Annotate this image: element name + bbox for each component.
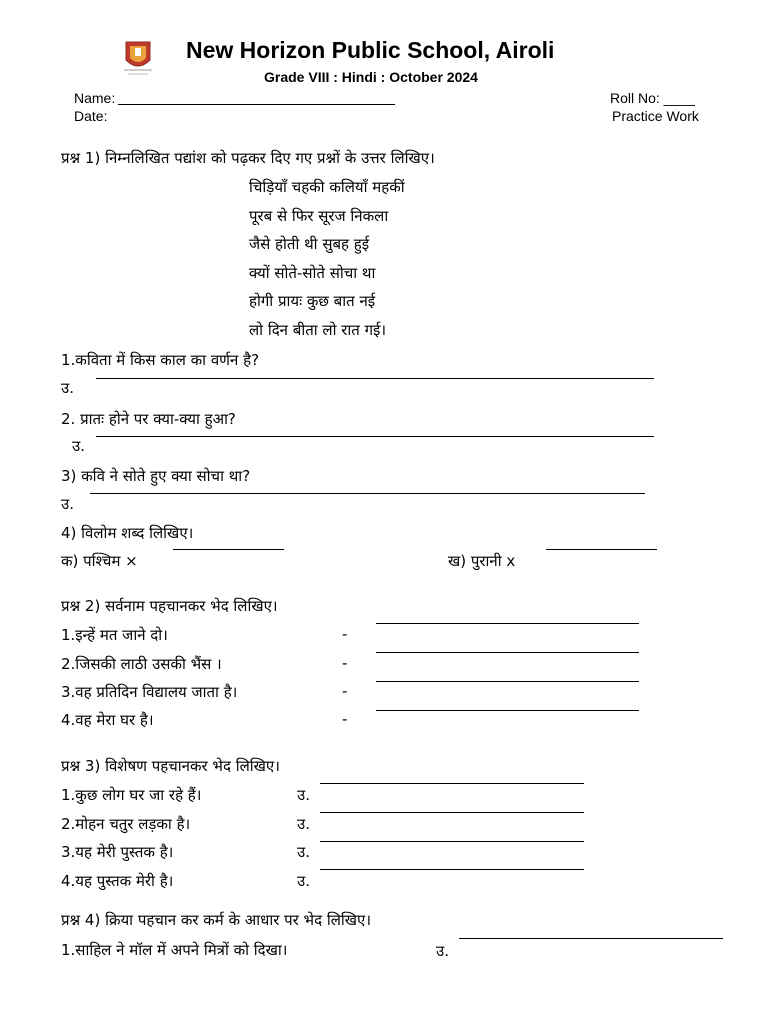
answer-label: उ. bbox=[61, 495, 74, 513]
answer-line bbox=[376, 623, 639, 624]
question-1-2: 2. प्रातः होने पर क्या-क्या हुआ? bbox=[61, 410, 236, 428]
question-3-heading: प्रश्न 3) विशेषण पहचानकर भेद लिखिए। bbox=[61, 757, 280, 775]
antonym-b: ख) पुरानी x bbox=[448, 552, 516, 570]
answer-line bbox=[376, 652, 639, 653]
answer-label: उ. bbox=[436, 942, 449, 960]
worksheet-subtitle: Grade VIII : Hindi : October 2024 bbox=[264, 69, 478, 85]
question-2-heading: प्रश्न 2) सर्वनाम पहचानकर भेद लिखिए। bbox=[61, 597, 278, 615]
dash: - bbox=[342, 625, 348, 643]
question-1-4: 4) विलोम शब्द लिखिए। bbox=[61, 524, 194, 542]
answer-line bbox=[546, 549, 657, 550]
answer-line bbox=[96, 436, 654, 437]
name-line bbox=[118, 104, 395, 105]
poem-line: होगी प्रायः कुछ बात नई bbox=[249, 292, 376, 310]
dash: - bbox=[342, 710, 348, 728]
date-label: Date: bbox=[74, 108, 108, 124]
answer-line bbox=[376, 681, 639, 682]
school-logo bbox=[118, 38, 158, 80]
school-name: New Horizon Public School, Airoli bbox=[186, 37, 555, 63]
dash: - bbox=[342, 654, 348, 672]
dash: - bbox=[342, 682, 348, 700]
poem-line: चिड़ियाँ चहकी कलियाँ महकीं bbox=[249, 178, 405, 196]
name-label: Name: bbox=[74, 90, 116, 106]
poem-line: लो दिन बीता लो रात गई। bbox=[249, 321, 387, 339]
question-4-heading: प्रश्न 4) क्रिया पहचान कर कर्म के आधार पर भेद लिखिए। bbox=[61, 911, 372, 929]
answer-label: उ. bbox=[297, 815, 310, 833]
answer-label: उ. bbox=[61, 379, 74, 397]
question-3-item: 4.यह पुस्तक मेरी है। bbox=[61, 872, 174, 890]
question-3-item: 1.कुछ लोग घर जा रहे हैं। bbox=[61, 786, 202, 804]
question-3-item: 3.यह मेरी पुस्तक है। bbox=[61, 843, 174, 861]
question-2-item: 1.इन्हें मत जाने दो। bbox=[61, 626, 168, 644]
practice-work-label: Practice Work bbox=[612, 108, 699, 124]
answer-label: उ. bbox=[72, 437, 85, 455]
roll-number-label: Roll No: ____ bbox=[610, 90, 695, 106]
answer-label: उ. bbox=[297, 786, 310, 804]
answer-line bbox=[320, 869, 584, 870]
question-2-item: 3.वह प्रतिदिन विद्यालय जाता है। bbox=[61, 683, 238, 701]
answer-line bbox=[376, 710, 639, 711]
answer-line bbox=[320, 783, 584, 784]
answer-line bbox=[459, 938, 723, 939]
question-4-item: 1.साहिल ने मॉल में अपने मित्रों को दिखा। bbox=[61, 941, 288, 959]
question-1-1: 1.कविता में किस काल का वर्णन है? bbox=[61, 351, 260, 369]
question-2-item: 4.वह मेरा घर है। bbox=[61, 711, 154, 729]
question-3-item: 2.मोहन चतुर लड़का है। bbox=[61, 815, 191, 833]
question-1-heading: प्रश्न 1) निम्नलिखित पद्यांश को पढ़कर दिए गए प्रश्नों के उत्तर लिखिए। bbox=[61, 149, 435, 167]
answer-line bbox=[320, 841, 584, 842]
antonym-a: क) पश्चिम × bbox=[61, 552, 138, 570]
answer-line bbox=[96, 378, 654, 379]
answer-label: उ. bbox=[297, 872, 310, 890]
answer-line bbox=[320, 812, 584, 813]
poem-line: जैसे होती थी सुबह हुई bbox=[249, 235, 370, 253]
answer-line bbox=[173, 549, 284, 550]
answer-line bbox=[90, 493, 645, 494]
answer-label: उ. bbox=[297, 843, 310, 861]
question-2-item: 2.जिसकी लाठी उसकी भैंस । bbox=[61, 655, 222, 673]
question-1-3: 3) कवि ने सोते हुए क्या सोचा था? bbox=[61, 467, 251, 485]
poem-line: क्यों सोते-सोते सोचा था bbox=[249, 264, 376, 282]
poem-line: पूरब से फिर सूरज निकला bbox=[249, 207, 389, 225]
